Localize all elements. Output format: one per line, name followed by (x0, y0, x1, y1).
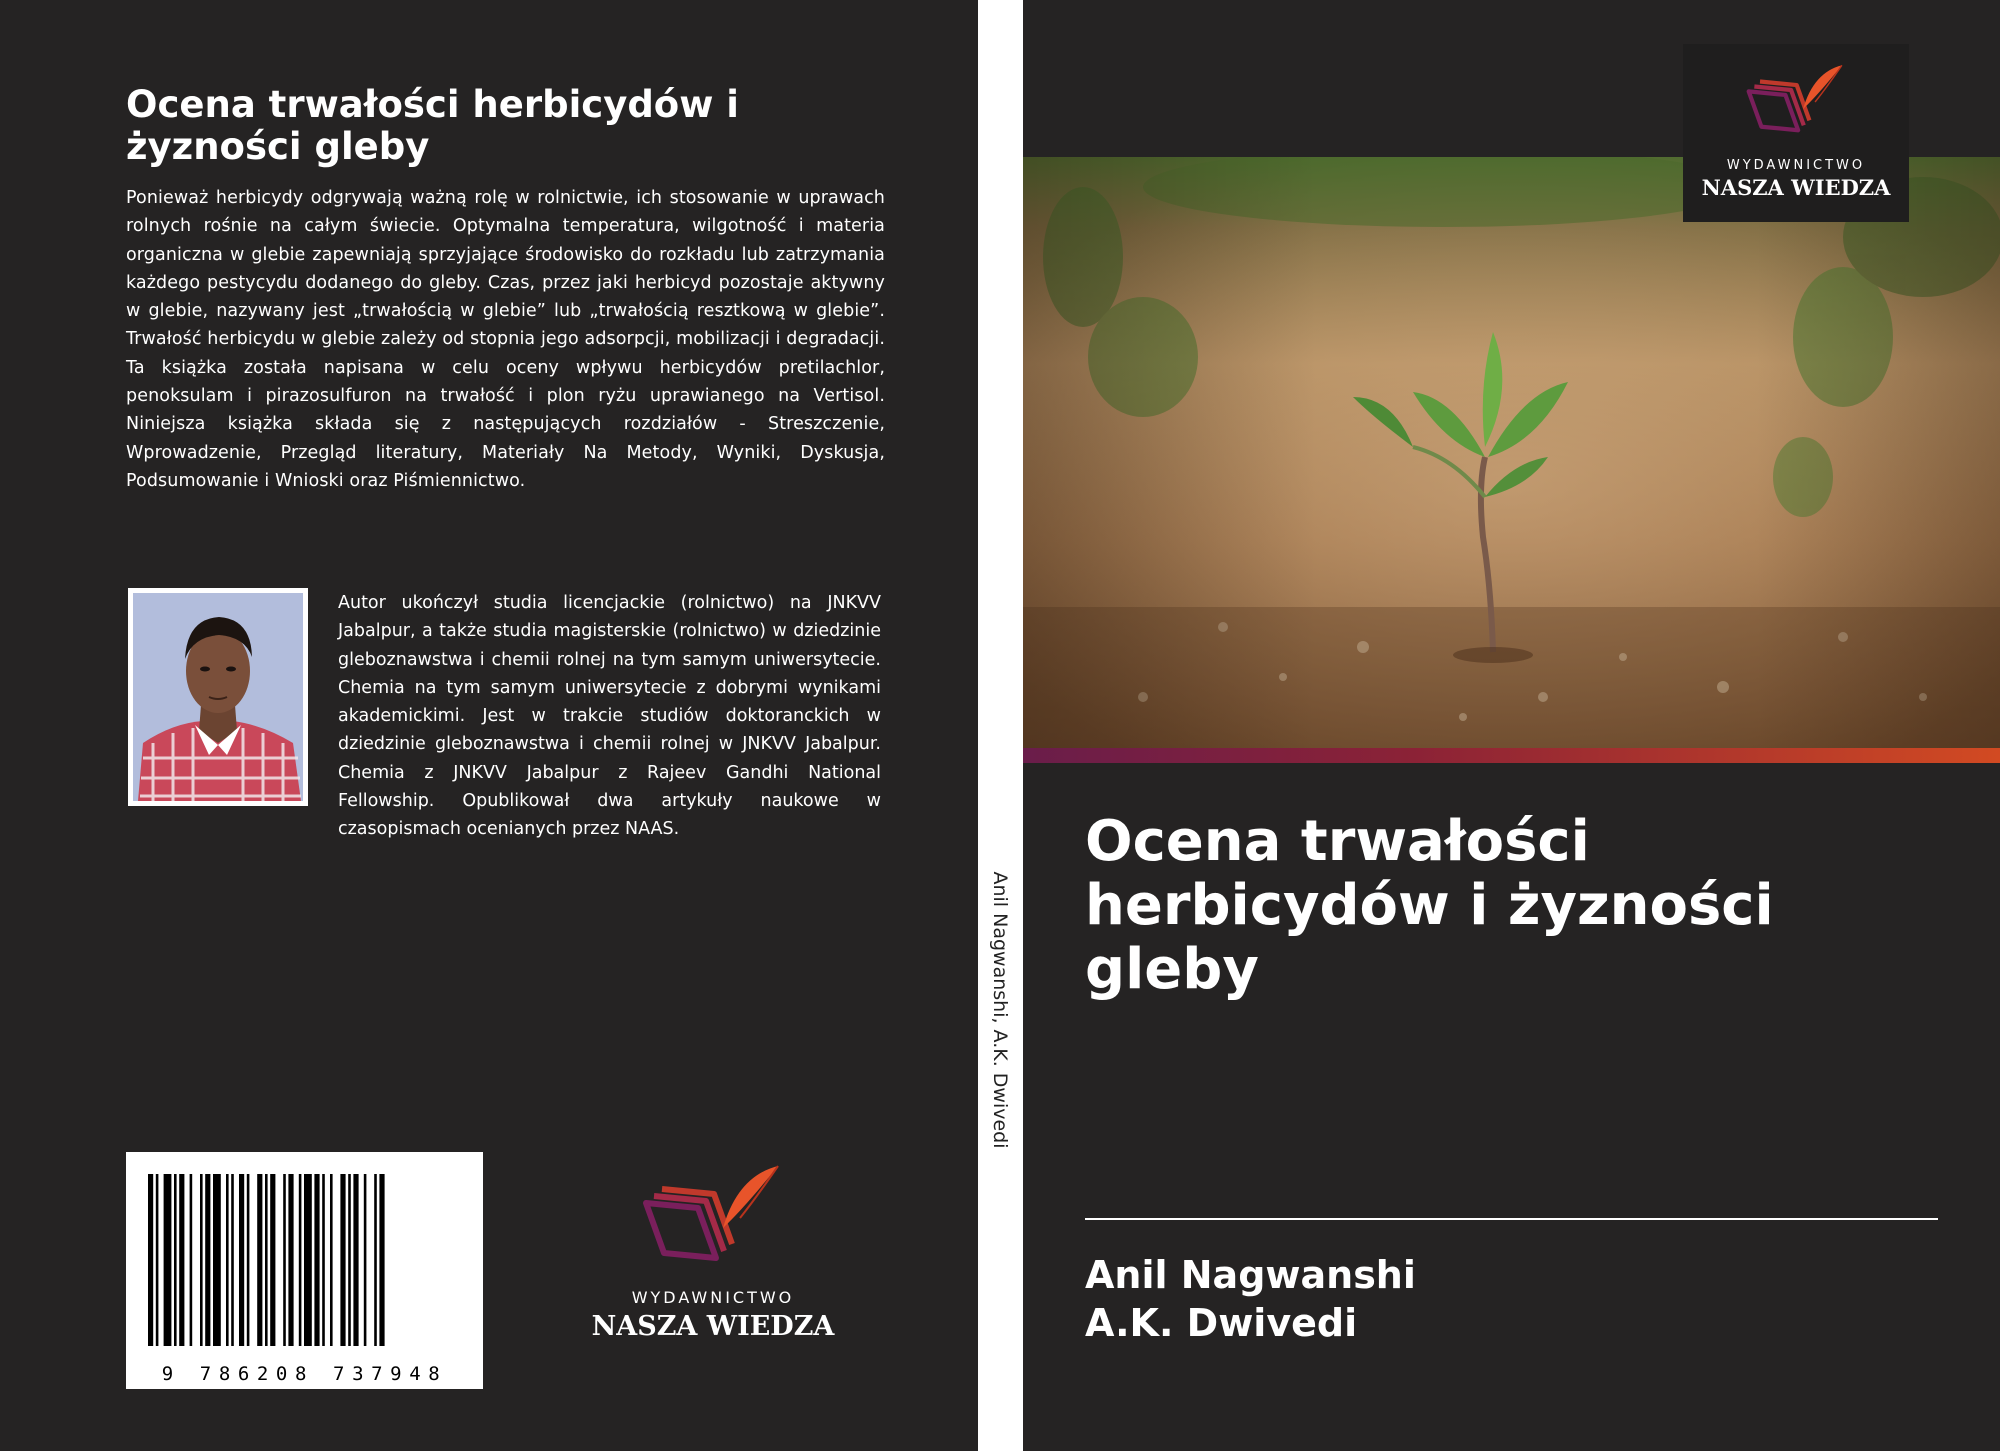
barcode-bar (364, 1174, 367, 1346)
barcode-bar (270, 1174, 275, 1346)
barcode-bar (353, 1174, 358, 1346)
seedling-photo (1023, 157, 2000, 748)
barcode-bar (226, 1174, 229, 1346)
publisher-line1: WYDAWNICTWO (631, 1288, 795, 1307)
barcode-bar (265, 1174, 268, 1346)
spine-authors: Anil Nagwanshi, A.K. Dwivedi (989, 871, 1011, 1149)
back-cover (0, 0, 978, 1451)
barcode-bar (205, 1174, 210, 1346)
barcode-bar (148, 1174, 153, 1346)
barcode-bar (164, 1174, 172, 1346)
barcode-bar (340, 1174, 345, 1346)
barcode-bar (348, 1174, 351, 1346)
author-portrait-image (133, 593, 303, 801)
accent-stripe (1023, 748, 2000, 763)
barcode-bar (379, 1174, 384, 1346)
barcode-bar (304, 1174, 312, 1346)
barcode-bar (330, 1174, 333, 1346)
barcode-bar (239, 1174, 244, 1346)
barcode-bar (156, 1174, 159, 1346)
barcode-bar (231, 1174, 234, 1346)
barcode-bar (314, 1174, 319, 1346)
book-description: Ponieważ herbicydy odgrywają ważną rolę w rolnictwie, ich stosowanie w uprawach rolnych rośnie na całym świecie. Optymalna temperatura, wilgotność i materia organiczna w glebie zapewniają sprzyjające środowisko do rozkładu lub zatrzymania każdego pestycydu dodanego do gleby. Czas, przez jaki herbicyd pozostaje aktywny w glebie, nazywany jest „trwałością w glebie” lub „trwałością resztkową w glebie”. Trwałość herbicydu w glebie zależy od stopnia jego adsorpcji, mobilizacji i degradacji. Ta książka została napisana w celu oceny wpływu herbicydów pretilachlor, penoksulam i pirazosulfuron na trwałość i plon ryżu uprawianego na Vertisol. Niniejsza książka składa się z następujących rozdziałów - Streszczenie, Wprowadzenie, Przegląd literatury, Materiały Na Metody, Wyniki, Dyskusja, Podsumowanie i Wnioski oraz Piśmiennictwo. (126, 188, 885, 491)
barcode-bar (213, 1174, 221, 1346)
barcode-bar (322, 1174, 325, 1346)
publisher-logo-back (572, 1158, 854, 1342)
isbn-digits: 9 786208 737948 (161, 1363, 448, 1385)
barcode-bar (174, 1174, 177, 1346)
author-photo (128, 588, 308, 806)
publisher-name: NASZA WIEDZA (591, 1311, 835, 1342)
book-quill-icon (628, 1158, 798, 1278)
publisher-line1: WYDAWNICTWO (1726, 158, 1866, 173)
barcode-bar (247, 1174, 250, 1346)
barcode-bar (288, 1174, 293, 1346)
spine (978, 0, 1023, 1451)
barcode-bar (283, 1174, 286, 1346)
barcode-bar (257, 1174, 262, 1346)
author-bio: Autor ukończył studia licencjackie (rolnictwo) na JNKVV Jabalpur, a także studia magisterskie (rolnictwo) w dziedzinie gleboznawstwa i chemii rolnej na tym samym uniwersytecie. Chemia na tym samym uniwersytecie z dobrymi wynikami akademickimi. Jest w trakcie studiów doktoranckich w dziedzinie gleboznawstwa i chemii rolnej w JNKVV Jabalpur. Chemia z JNKVV Jabalpur z Rajeev Gandhi National Fellowship. Opublikował dwa artykuły naukowe w czasopismach ocenianych przez NAAS. (338, 593, 881, 840)
book-quill-icon (1736, 52, 1856, 152)
author-name: Anil Nagwanshi (1085, 1253, 1416, 1297)
barcode-bars (126, 1152, 483, 1362)
barcode-bar (179, 1174, 184, 1346)
author-name: A.K. Dwivedi (1085, 1301, 1358, 1345)
barcode-bar (200, 1174, 203, 1346)
publisher-name: NASZA WIEDZA (1701, 175, 1891, 200)
seedling-image (1023, 157, 2000, 748)
barcode-bar (190, 1174, 193, 1346)
barcode-bar (374, 1174, 377, 1346)
front-cover-title: Ocena trwałości herbicydów i żyzności gleby (1085, 809, 1774, 1002)
publisher-logo-front (1683, 44, 1909, 222)
author-list (1085, 1251, 1885, 1347)
barcode-bar (299, 1174, 302, 1346)
isbn-barcode (126, 1152, 483, 1389)
title-divider (1085, 1218, 1938, 1220)
back-cover-title: Ocena trwałości herbicydów i żyzności gleby (126, 83, 739, 168)
